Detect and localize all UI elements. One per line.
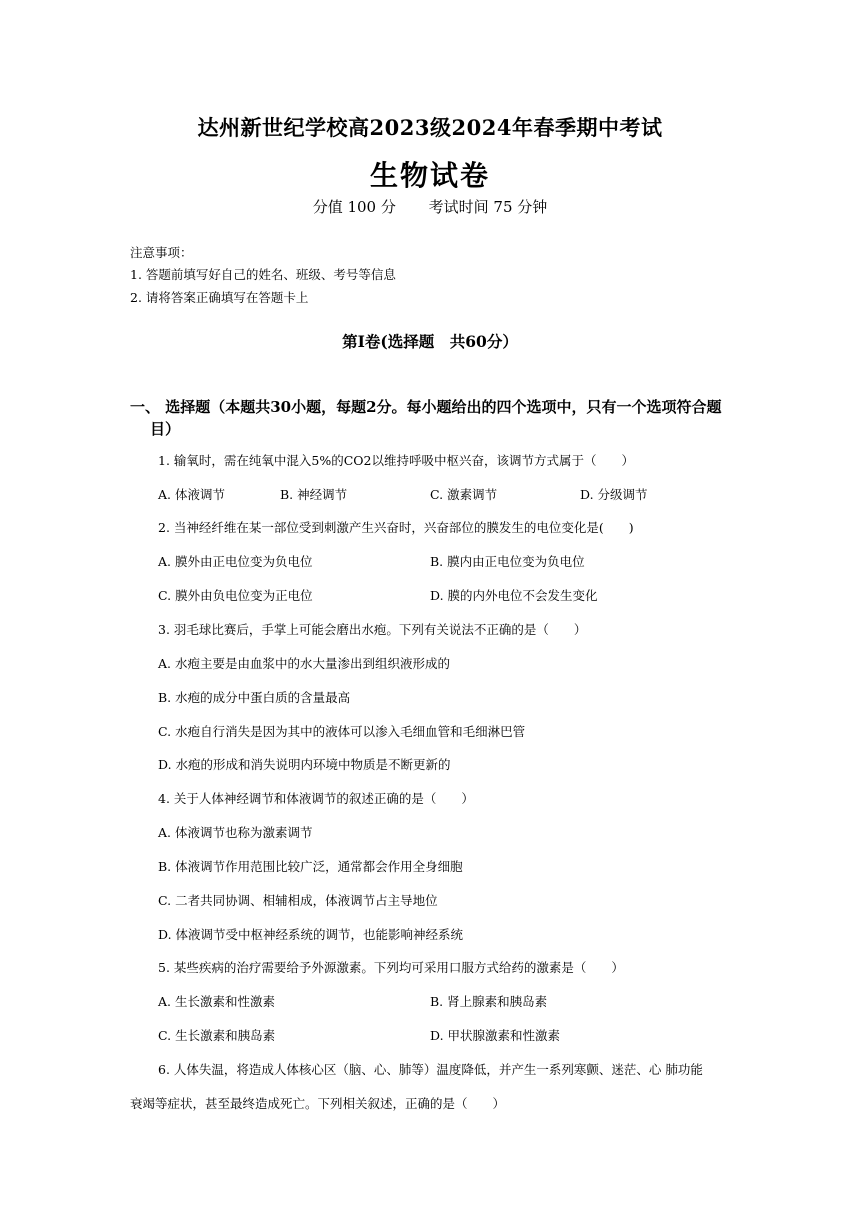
question-stem: 1. 输氧时，需在纯氧中混入5%的CO2以维持呼吸中枢兴奋，该调节方式属于（ ）: [158, 453, 634, 468]
option: B. 水疱的成分中蛋白质的含量最高: [158, 690, 351, 705]
exam-subject: 生物试卷: [369, 159, 490, 192]
option: C. 二者共同协调、相辅相成，体液调节占主导地位: [158, 893, 438, 908]
notes-heading: 注意事项：: [130, 245, 193, 260]
question-stem: 4. 关于人体神经调节和体液调节的叙述正确的是（ ）: [158, 791, 474, 806]
option: B. 肾上腺素和胰岛素: [430, 994, 548, 1009]
part-heading-line1: 一、 选择题（本题共30小题，每题2分。每小题给出的四个选项中，只有一个选项符合题: [130, 398, 722, 416]
option: B. 神经调节: [280, 487, 348, 502]
option: D. 体液调节受中枢神经系统的调节，也能影响神经系统: [158, 927, 464, 942]
option: D. 膜的内外电位不会发生变化: [430, 588, 598, 603]
option: A. 体液调节: [158, 487, 225, 502]
score-value: 分值 100 分: [312, 198, 396, 216]
question-stem: 5. 某些疾病的治疗需要给予外源激素。下列均可采用口服方式给药的激素是（ ）: [158, 960, 624, 975]
option: C. 膜外由负电位变为正电位: [158, 588, 313, 603]
option: B. 体液调节作用范围比较广泛，通常都会作用全身细胞: [158, 859, 463, 874]
option: D. 分级调节: [580, 487, 648, 502]
option: B. 膜内由正电位变为负电位: [430, 554, 585, 569]
part-heading: [130, 396, 740, 440]
section-title: 第Ⅰ卷(选择题 共60分）: [342, 332, 518, 351]
option: A. 体液调节也称为激素调节: [158, 825, 313, 840]
option: A. 膜外由正电位变为负电位: [158, 554, 313, 569]
question-stem-continued: 衰竭等症状，甚至最终造成死亡。下列相关叙述，正确的是（ ）: [130, 1096, 506, 1111]
exam-meta: [0, 196, 860, 217]
question-stem: 2. 当神经纤维在某一部位受到刺激产生兴奋时，兴奋部位的膜发生的电位变化是( ): [158, 520, 634, 535]
option: D. 水疱的形成和消失说明内环境中物质是不断更新的: [158, 757, 451, 772]
question-stem: 6. 人体失温，将造成人体核心区（脑、心、肺等）温度降低，并产生一系列寒颤、迷茫、心 肺功能: [158, 1062, 703, 1077]
question-stem: 3. 羽毛球比赛后，手掌上可能会磨出水疱。下列有关说法不正确的是（ ）: [158, 622, 587, 637]
option: A. 水疱主要是由血浆中的水大量渗出到组织液形成的: [158, 656, 450, 671]
option: A. 生长激素和性激素: [158, 994, 275, 1009]
note-item: 1. 答题前填写好自己的姓名、班级、考号等信息: [130, 267, 396, 282]
exam-title: 达州新世纪学校高2023级2024年春季期中考试: [197, 115, 663, 140]
part-heading-line2: 目）: [150, 420, 181, 438]
option: C. 激素调节: [430, 487, 498, 502]
option: D. 甲状腺激素和性激素: [430, 1028, 561, 1043]
time-limit: 考试时间 75 分钟: [428, 198, 548, 216]
option: C. 生长激素和胰岛素: [158, 1028, 276, 1043]
note-item: 2. 请将答案正确填写在答题卡上: [130, 290, 309, 305]
option: C. 水疱自行消失是因为其中的液体可以渗入毛细血管和毛细淋巴管: [158, 724, 526, 739]
